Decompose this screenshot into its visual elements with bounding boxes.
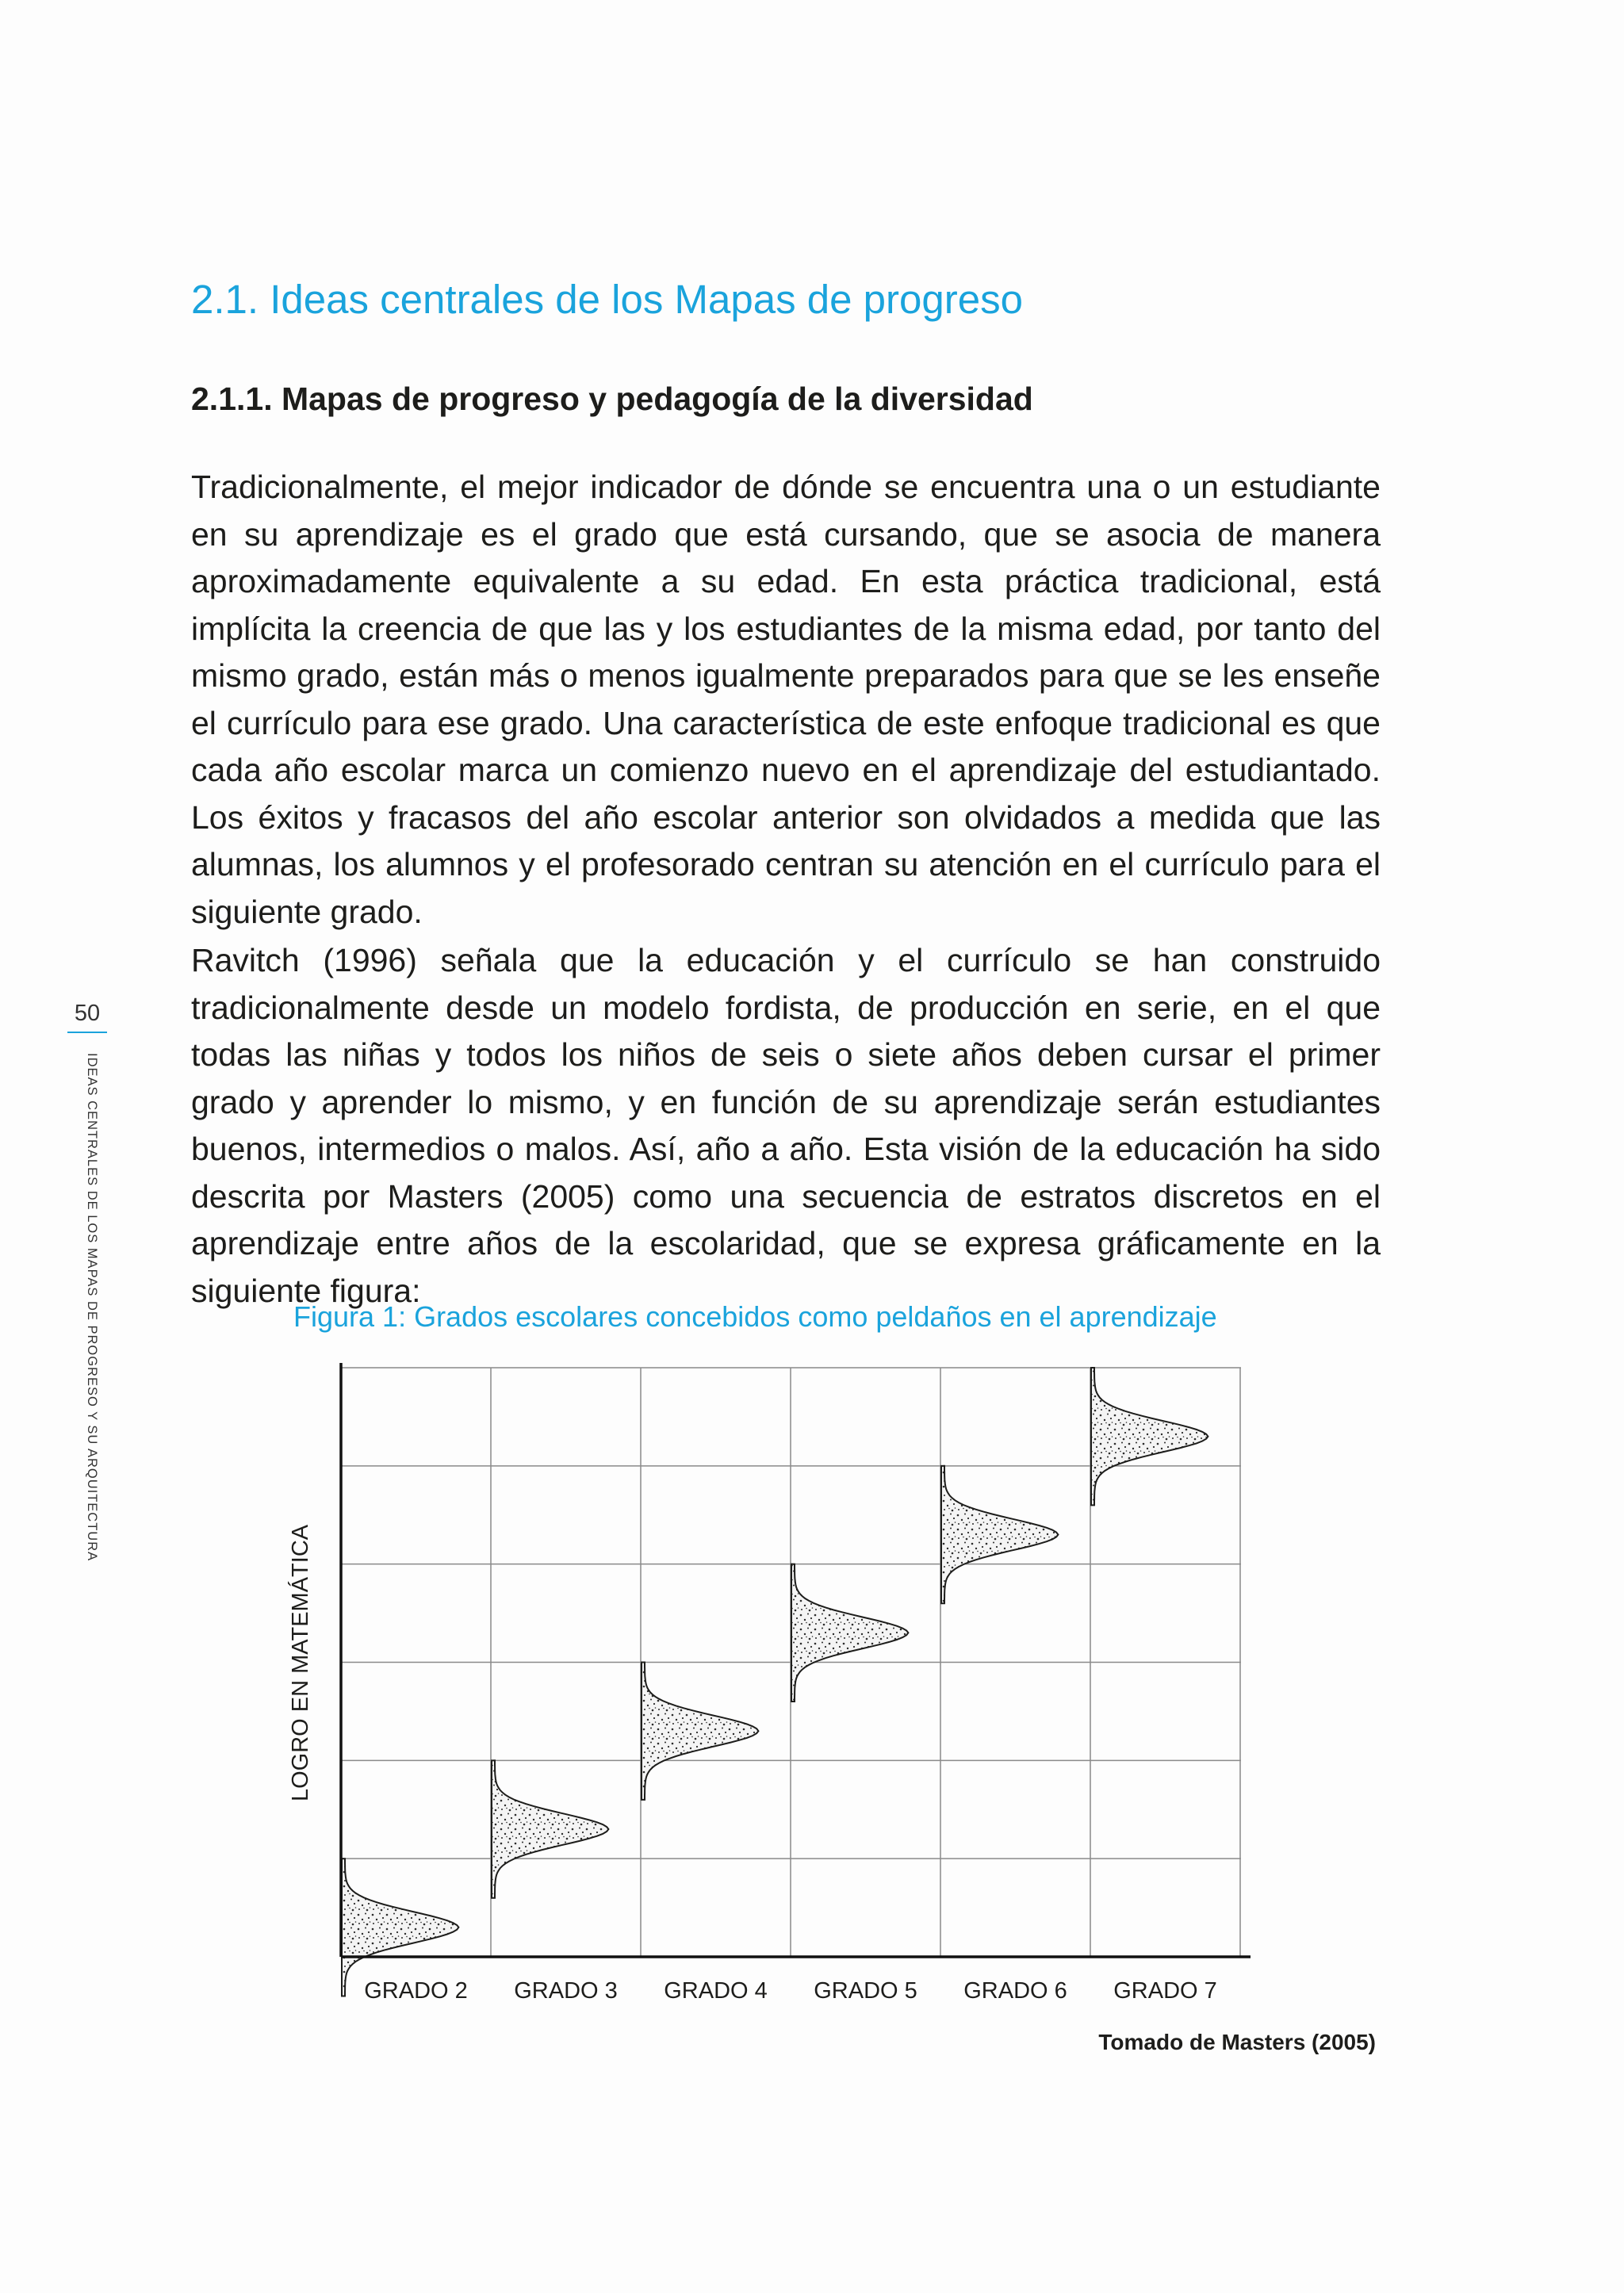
x-tick-label: GRADO 7 <box>1113 1978 1217 2004</box>
subsection-title: 2.1.1. Mapas de progreso y pedagogía de la diversidad <box>191 381 1033 417</box>
distribution-grado-4 <box>642 1663 758 1800</box>
section-title: 2.1. Ideas centrales de los Mapas de progreso <box>191 277 1023 322</box>
x-tick-label: GRADO 5 <box>814 1978 917 2004</box>
distribution-grado-5 <box>791 1564 908 1702</box>
distribution-grado-7 <box>1091 1368 1208 1505</box>
page-number: 50 <box>67 1001 107 1033</box>
x-tick-label: GRADO 3 <box>514 1978 618 2004</box>
x-tick-label: GRADO 2 <box>364 1978 468 2004</box>
body-paragraph-1: Tradicionalmente, el mejor indicador de dónde se encuentra una o un estudiante en su aprendizaje es el grado que está cursando, que se asocia de manera aproximadamente equivalente a su edad. En esta práctica tradicional, está implícita la creencia de que las y los estudiantes de la misma edad, por tanto del mismo grado, están más o menos igualmente preparados para que se les enseñe el currículo para ese grado. Una característica de este enfoque tradicional es que cada año escolar marca un comienzo nuevo en el aprendizaje del estudiantado. Los éxitos y fracasos del año escolar anterior son olvidados a medida que las alumnas, los alumnos y el profesorado centran su atención en el currículo para el siguiente grado. <box>191 469 1381 930</box>
chart-x-tick-labels <box>364 1978 1217 2004</box>
x-tick-label: GRADO 4 <box>664 1978 768 2004</box>
distribution-grado-6 <box>941 1466 1058 1603</box>
y-axis-label: LOGRO EN MATEMÁTICA <box>288 1524 313 1801</box>
x-tick-label: GRADO 6 <box>963 1978 1067 2004</box>
chart-distributions <box>342 1368 1208 1996</box>
body-paragraph-2: Ravitch (1996) señala que la educación y el currículo se han construido tradicionalmente desde un modelo fordista, de producción en serie, en el que todas las niñas y todos los niños de seis o siete años deben cursar el primer grado y aprender lo mismo, y en función de su aprendizaje serán estudiantes buenos, intermedios o malos. Así, año a año. Esta visión de la educación ha sido descrita por Masters (2005) como una secuencia de estratos discretos en el aprendizaje entre años de la escolaridad, que se expresa gráficamente en la siguiente figura: <box>191 942 1381 1309</box>
figure-source: Tomado de Masters (2005) <box>1098 2030 1376 2054</box>
distribution-grado-3 <box>492 1760 608 1897</box>
figure-caption: Figura 1: Grados escolares concebidos como peldaños en el aprendizaje <box>293 1300 1217 1333</box>
distribution-grado-2 <box>342 1859 458 1996</box>
running-title: IDEAS CENTRALES DE LOS MAPAS DE PROGRESO Y SU ARQUITECTURA <box>85 1053 99 1562</box>
